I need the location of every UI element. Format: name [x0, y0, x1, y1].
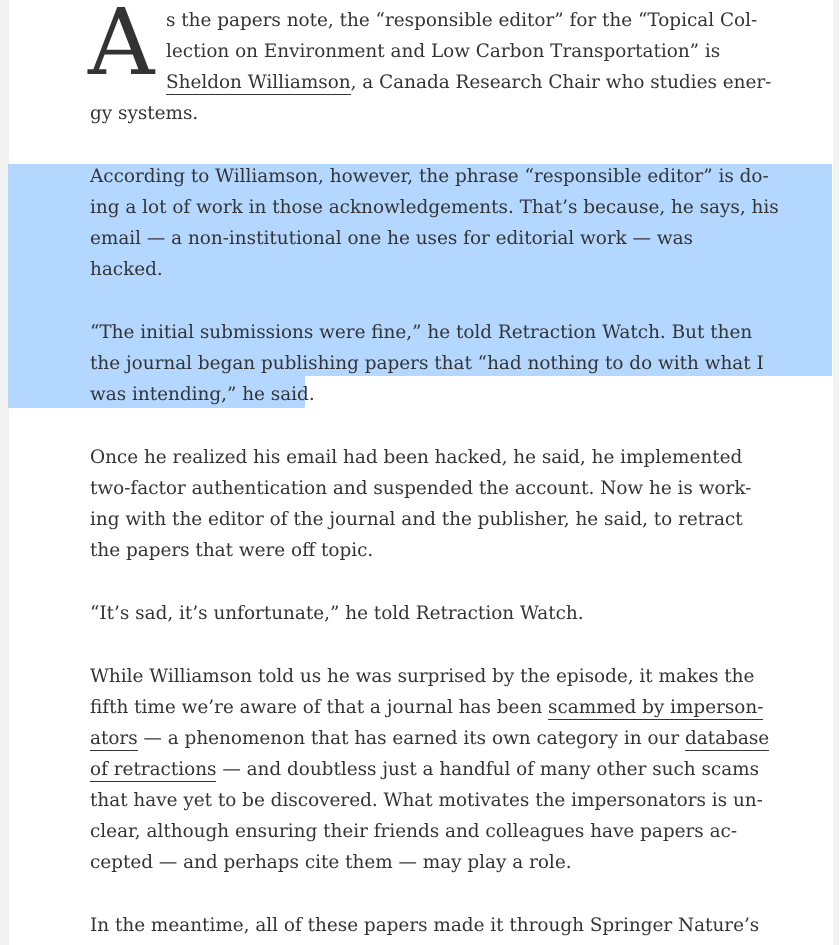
text-line: gy systems.	[90, 103, 199, 124]
text-line: that have yet to be discovered. What motivates the impersonators is un-	[90, 790, 763, 811]
text-line: According to Williamson, however, the phrase “responsible editor” is do-	[90, 166, 769, 187]
text-line: clear, although ensuring their friends and colleagues have papers ac-	[90, 821, 738, 842]
article-body	[88, 0, 779, 941]
link-database-of-retractions-cont[interactable]: of retractions	[90, 759, 217, 780]
text-line	[90, 692, 764, 723]
text-line: While Williamson told us he was surprised by the episode, it makes the	[90, 666, 755, 687]
text-fragment: fifth time we’re aware of that a journal has been	[90, 697, 549, 718]
text-line	[90, 723, 770, 754]
text-line: hacked.	[90, 259, 163, 280]
text-line	[90, 754, 760, 785]
text-fragment: — a phenomenon that has earned its own category in our	[137, 728, 686, 749]
paragraph-5	[90, 598, 760, 629]
text-line: ing a lot of work in those acknowledgements. That’s because, he says, his	[90, 197, 779, 218]
text-line: the papers that were off topic.	[90, 540, 374, 561]
paragraph-3	[90, 317, 764, 410]
text-line: Once he realized his email had been hacked, he said, he implemented	[90, 447, 743, 468]
text-line	[90, 67, 772, 98]
text-line: was intending,” he said.	[90, 384, 315, 405]
text-line: lection on Environment and Low Carbon Transportation” is	[166, 41, 721, 62]
link-database-of-retractions[interactable]: database	[685, 728, 770, 749]
drop-cap: A	[88, 0, 155, 96]
link-scammed-by-impersonators-cont[interactable]: ators	[90, 728, 138, 749]
page	[9, 0, 833, 945]
text-line: email — a non-institutional one he uses for editorial work — was	[90, 228, 693, 249]
link-scammed-by-impersonators[interactable]: scammed by imperson-	[548, 697, 764, 718]
link-sheldon-williamson[interactable]: Sheldon Williamson	[166, 72, 351, 93]
paragraph-2	[90, 161, 779, 285]
text-line: “The initial submissions were fine,” he told Retraction Watch. But then	[90, 322, 753, 343]
text-line: “It’s sad, it’s unfortunate,” he told Retraction Watch.	[90, 603, 584, 624]
text-line: the journal began publishing papers that “had nothing to do with what I	[90, 353, 764, 374]
paragraph-1	[88, 0, 772, 129]
text-fragment: — and doubtless just a handful of many other such scams	[216, 759, 760, 780]
paragraph-4	[90, 442, 760, 566]
text-line: s the papers note, the “responsible editor” for the “Topical Col-	[166, 10, 758, 31]
text-line: cepted — and perhaps cite them — may play a role.	[90, 852, 572, 873]
text-line: In the meantime, all of these papers made it through Springer Nature’s	[90, 915, 760, 936]
text-line: ing with the editor of the journal and the publisher, he said, to retract	[90, 509, 743, 530]
paragraph-7	[90, 910, 760, 941]
text-line: two-factor authentication and suspended the account. Now he is work-	[90, 478, 752, 499]
paragraph-6	[90, 661, 770, 878]
text-fragment: , a Canada Research Chair who studies ener-	[350, 72, 772, 93]
